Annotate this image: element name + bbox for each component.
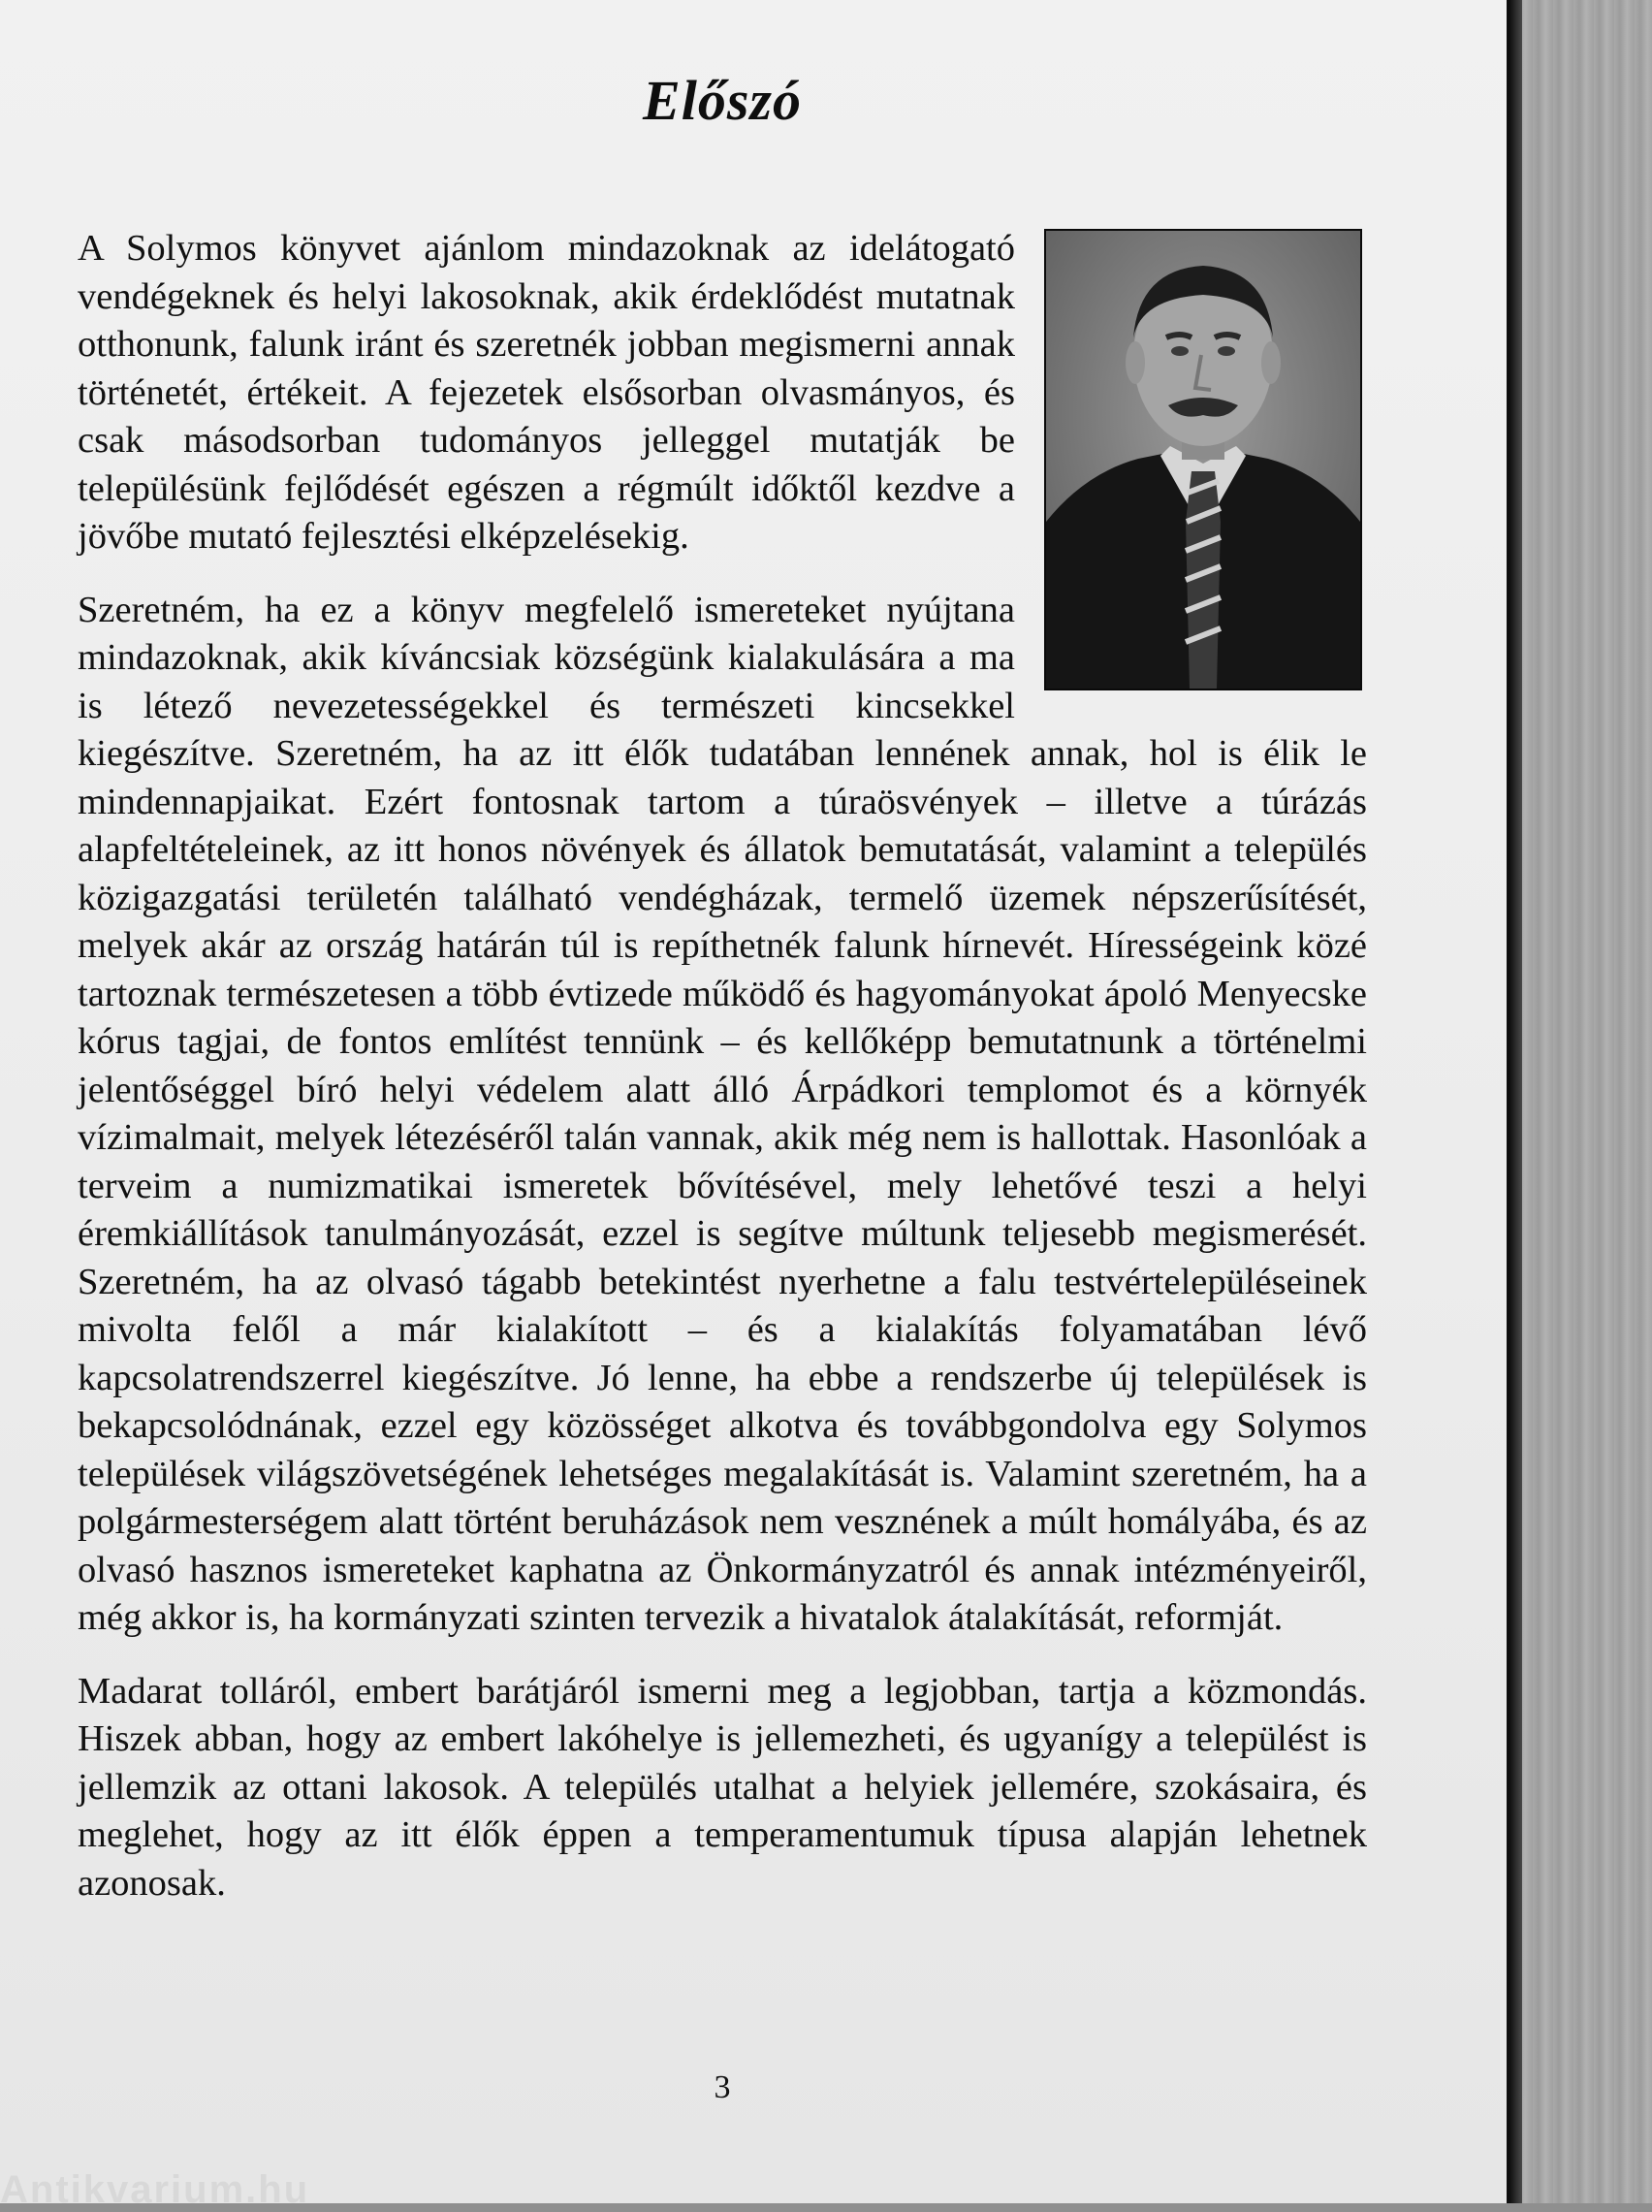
page-title: Előszó xyxy=(643,69,802,132)
paragraph-text: A Solymos könyvet ajánlom mindazoknak az idelátogató vendégeknek és helyi lakosoknak, akik érdeklődést mutatnak otthonunk, falunk iránt és szeretnék jobban megismerni annak történetét, értékeit. A fejezetek elsősorban olvasmányos, és csak másodsorban tudományos jelleggel mutatják be településünk fejlődését egészen a régmúlt időktől kezdve a jövőbe mutató fejlesztési elképzelésekig. xyxy=(78,228,1015,557)
watermark-text: Antikvarium.hu xyxy=(0,2168,310,2211)
foreword-body xyxy=(78,225,1367,1933)
page-number: 3 xyxy=(714,2069,731,2105)
background-surface xyxy=(1512,0,1652,2203)
paragraph xyxy=(78,225,1367,561)
paragraph: Szeretném, ha ez a könyv megfelelő ismereteket nyújtana mindazoknak, akik kíváncsiak községünk kialakulására a ma is létező nevezetességekkel és természeti kincsekkel kiegészítve. Szeretném, ha az itt élők tudatában lennének annak, hol is élik le mindennapjaikat. Ezért fontosnak tartom a túraösvények – illetve a túrázás alapfeltételeinek, az itt honos növények és állatok bemutatását, valamint a település közigazgatási területén található vendégházak, termelő üzemek népszerűsítését, melyek akár az ország határán túl is repíthetnék falunk hírnevét. Hírességeink közé tartoznak természetesen a több évtizede működő és hagyományokat ápoló Menyecske kórus tagjai, de fontos említést tennünk – és kellőképp bemutatnunk a történelmi jelentőséggel bíró helyi védelem alatt álló Árpádkori templomot és a környék vízimalmait, melyek létezéséről talán vannak, akik még nem is hallottak. Hasonlóak a terveim a numizmatikai ismeretek bővítésével, mely lehetővé teszi a helyi éremkiállítások tanulmányozását, ezzel is segítve múltunk teljesebb megismerését. Szeretném, ha az olvasó tágabb betekintést nyerhetne a falu testvértelepüléseinek mivolta felől a már kialakított – és a kialakítás folyamatában lévő kapcsolatrendszerrel kiegészítve. Jó lenne, ha ebbe a rendszerbe új települések is bekapcsolódnának, ezzel egy közösséget alkotva és továbbgondolva egy Solymos települések világszövetségének lehetséges megalakítását is. Valamint szeretném, ha a polgármesterségem alatt történt beruházások nem vesznének a múlt homályába, és az olvasó hasznos ismereteket kaphatna az Önkormányzatról és annak intézményeiről, még akkor is, ha kormányzati szinten tervezik a hivatalok átalakítását, reformját. xyxy=(78,589,1367,1638)
paragraph: Madarat tolláról, embert barátjáról ismerni meg a legjobban, tartja a közmondás. Hiszek abban, hogy az embert lakóhelye is jellemezheti, és ugyanígy a települést is jellemzik az ottani lakosok. A település utalhat a helyiek jellemére, szokásaira, és meglehet, hogy az itt élők éppen a temperamentumuk típusa alapján lehetnek azonosak. xyxy=(78,1670,1367,1904)
